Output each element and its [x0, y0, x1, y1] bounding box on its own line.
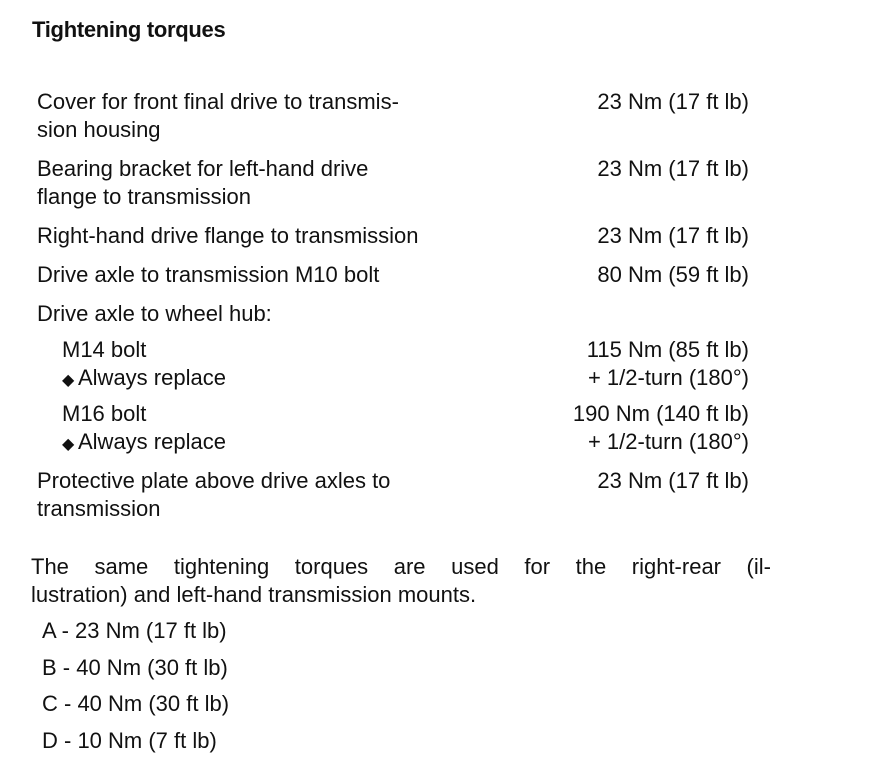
mount-item: A - 23 Nm (17 ft lb)	[42, 618, 227, 643]
torque-row	[37, 261, 749, 289]
torque-value: 80 Nm (59 ft lb)	[597, 262, 749, 287]
torque-row	[37, 88, 749, 144]
torque-row	[37, 467, 749, 523]
torque-value: 115 Nm (85 ft lb)	[586, 337, 749, 362]
torque-value: 23 Nm (17 ft lb)	[597, 156, 749, 181]
torque-value: 23 Nm (17 ft lb)	[597, 223, 749, 248]
diamond-bullet-icon: ◆	[62, 436, 75, 453]
torque-description: Drive axle to transmission M10 bolt	[37, 262, 380, 287]
torque-value: 23 Nm (17 ft lb)	[597, 468, 749, 493]
mount-note: The same tightening torques are used for the right-rear (il- lustration) and left-hand transmission mounts.	[31, 554, 771, 607]
torque-value: 23 Nm (17 ft lb)	[597, 89, 749, 114]
bolt-label: M14 bolt	[62, 337, 147, 362]
page-title: Tightening torques	[32, 17, 226, 42]
torque-description: Right-hand drive flange to transmission	[37, 223, 419, 248]
mount-item: C - 40 Nm (30 ft lb)	[42, 691, 230, 716]
torque-description: Cover for front final drive to transmis- sion housing	[37, 89, 399, 142]
torque-row	[37, 222, 749, 250]
torque-note-value: + 1/2-turn (180°)	[587, 365, 749, 390]
bolt-label: M16 bolt	[62, 401, 147, 426]
torque-row	[37, 300, 749, 328]
torque-note-value: + 1/2-turn (180°)	[587, 429, 749, 454]
bolt-note: Always replace	[78, 429, 226, 454]
torque-table	[37, 88, 749, 534]
torque-subrow	[37, 336, 749, 392]
bolt-note: Always replace	[78, 365, 226, 390]
torque-description: Bearing bracket for left-hand drive flange to transmission	[37, 156, 369, 209]
mount-item: D - 10 Nm (7 ft lb)	[42, 727, 217, 753]
mount-list	[42, 617, 229, 763]
diamond-bullet-icon: ◆	[62, 372, 75, 389]
mount-item: B - 40 Nm (30 ft lb)	[42, 654, 228, 680]
torque-description: Protective plate above drive axles to transmission	[37, 468, 391, 521]
torque-subrow	[37, 400, 749, 456]
torque-row	[37, 155, 749, 211]
torque-description: Drive axle to wheel hub:	[37, 301, 272, 326]
torque-value: 190 Nm (140 ft lb)	[572, 401, 749, 426]
